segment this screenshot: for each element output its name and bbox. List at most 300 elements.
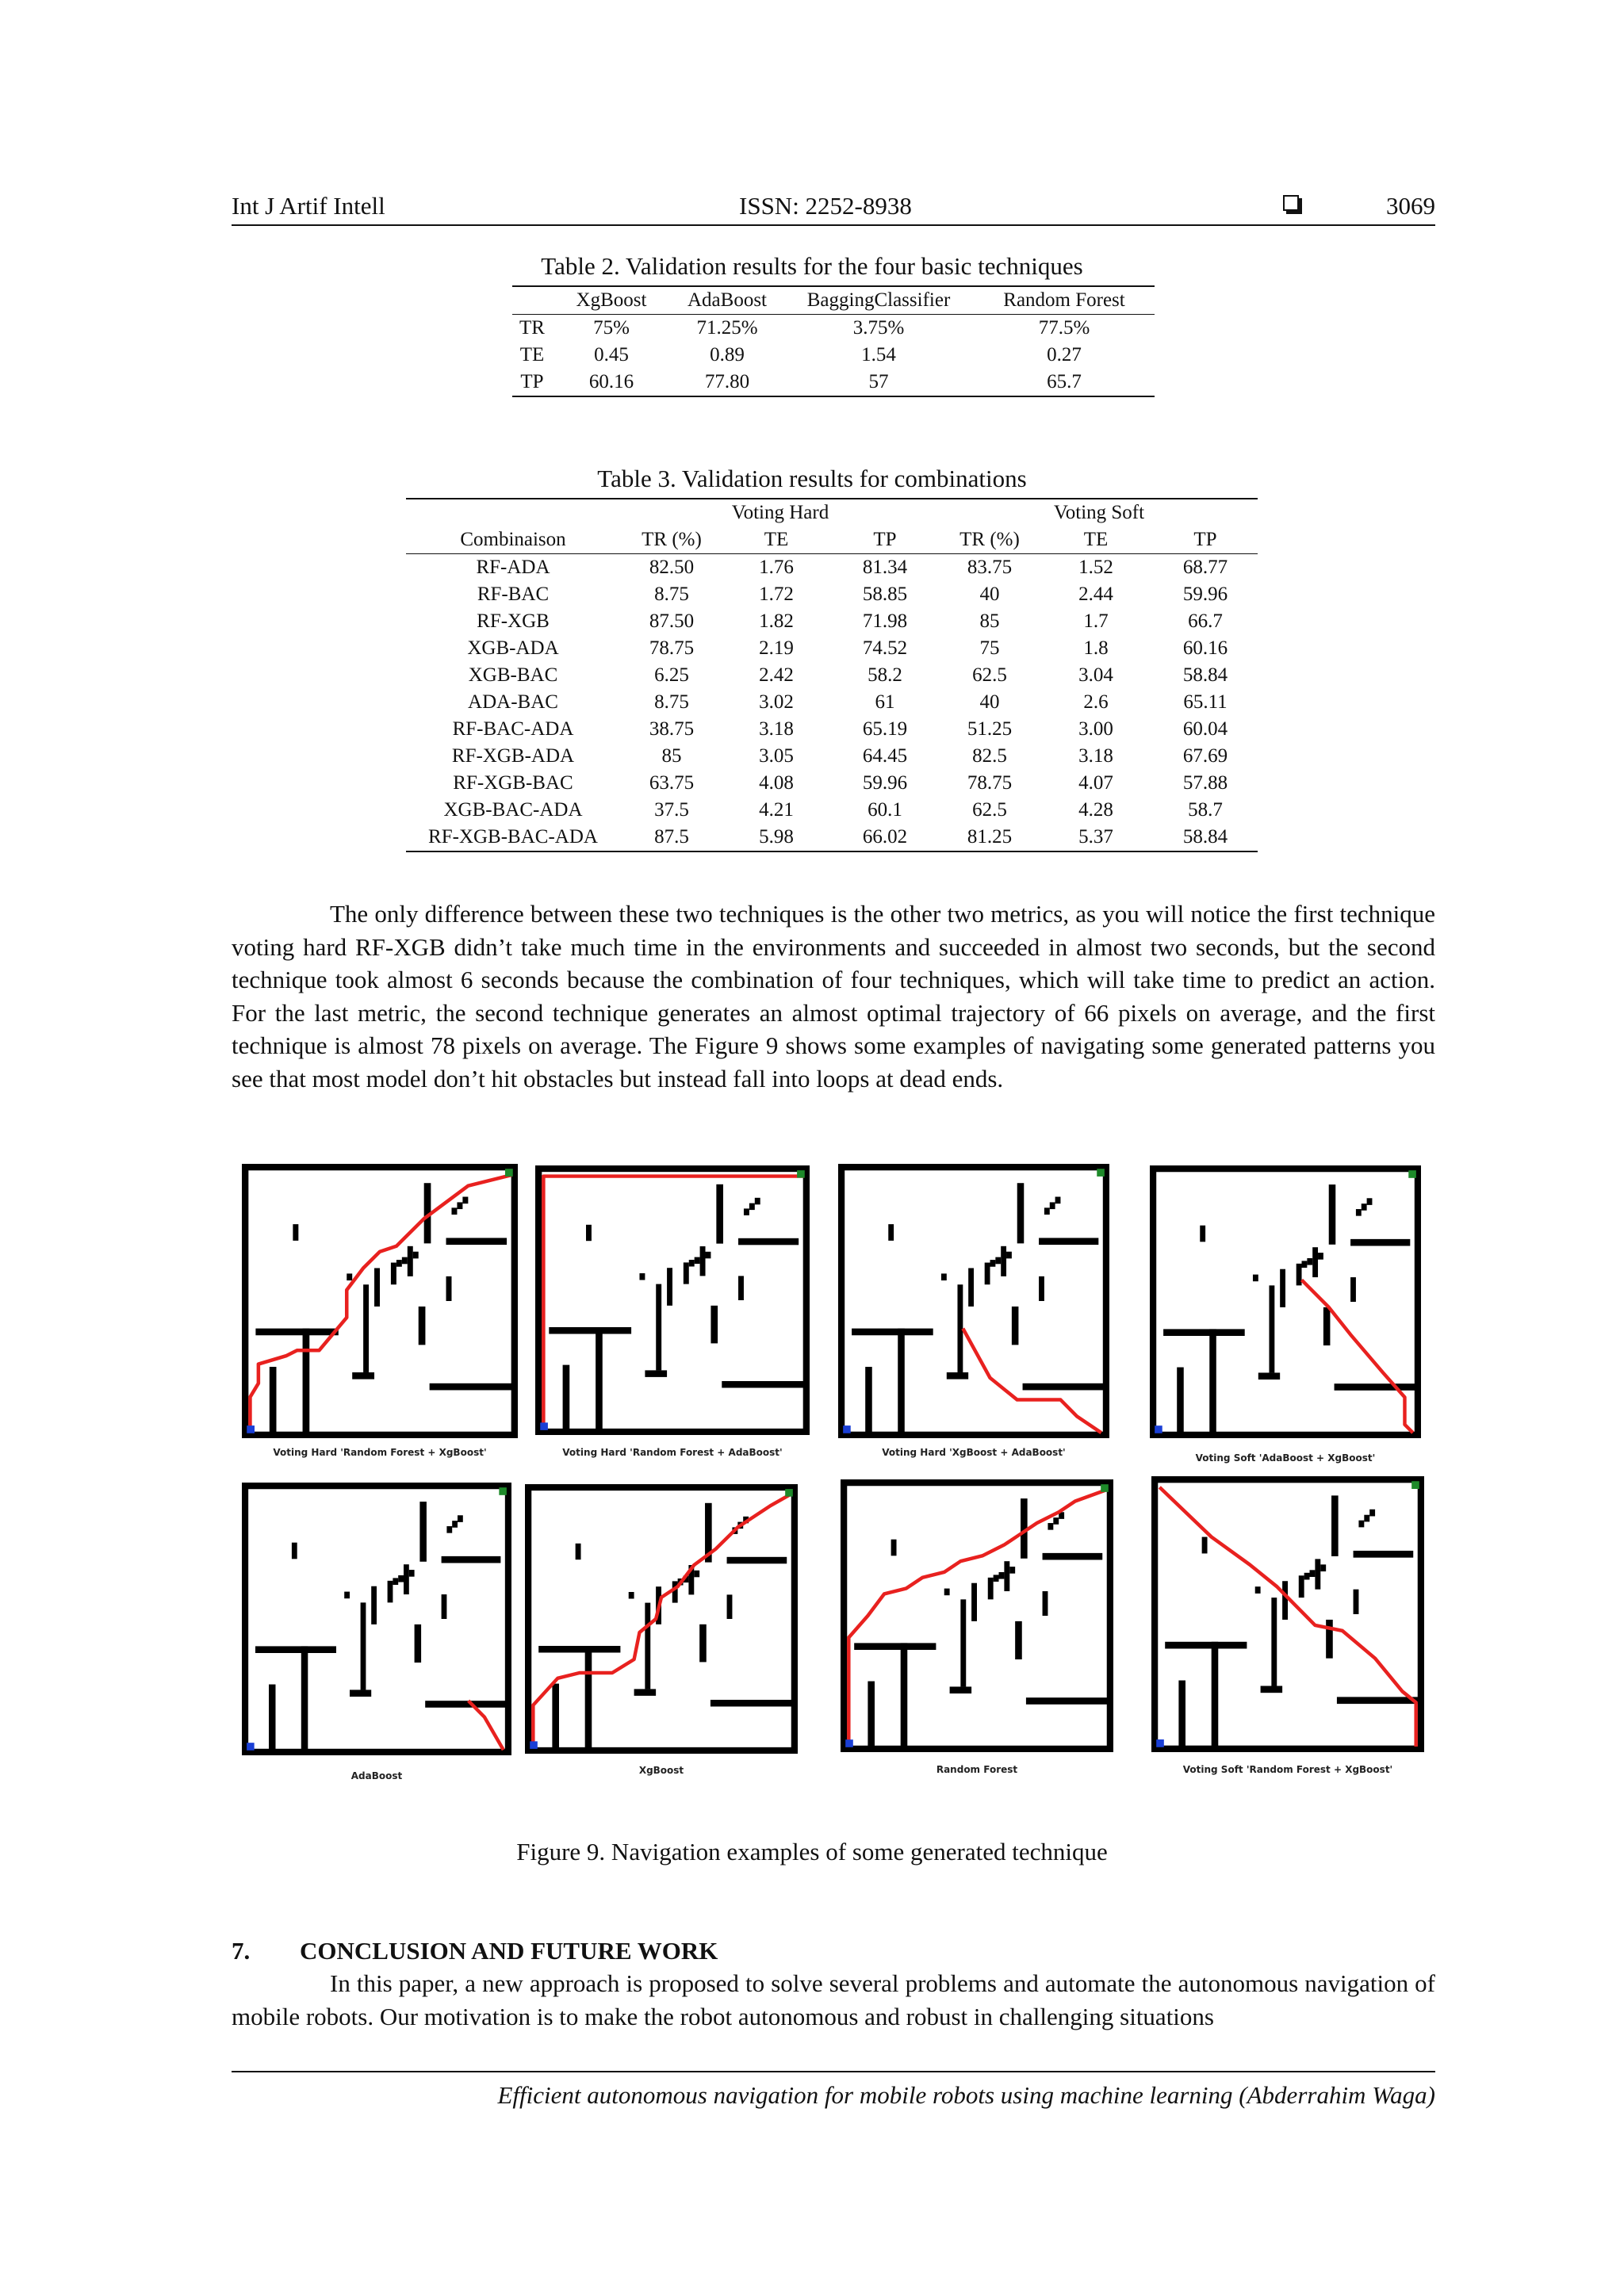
maze-obstacle: [1202, 1537, 1208, 1554]
table3-cell: 2.44: [1078, 584, 1113, 605]
table3-cell: 8.75: [654, 584, 689, 605]
maze-obstacle: [706, 1252, 711, 1259]
panel-label: Random Forest: [936, 1764, 1018, 1775]
table3-cell: 1.8: [1083, 637, 1109, 659]
header-rule: [232, 224, 1435, 226]
table3-cell: 38.75: [649, 718, 695, 740]
table3-cell: 3.18: [759, 718, 794, 740]
maze-obstacle: [689, 1260, 695, 1267]
maze-image: [1150, 1165, 1421, 1438]
maze-obstacle: [990, 1260, 996, 1267]
start-marker: [843, 1425, 851, 1433]
maze-panel: [525, 1484, 798, 1754]
maze-obstacle: [695, 1257, 700, 1265]
conclusion-paragraph: In this paper, a new approach is proposed to solve several problems and automate the autonomous navigation of mobile robots. Our motivation is to make the robot autonomous and robust in challenging situations: [232, 1969, 1435, 2030]
table3-cell: 37.5: [654, 799, 689, 821]
table3-cell: 64.45: [862, 745, 908, 767]
table3-cell: RF-XGB-BAC: [453, 772, 573, 794]
maze-obstacle: [634, 1689, 657, 1696]
maze-obstacle: [1367, 1198, 1373, 1205]
table3-col-header: TE: [1083, 529, 1109, 550]
start-marker: [1156, 1739, 1164, 1747]
panel-label: Voting Hard 'Random Forest + AdaBoost': [562, 1447, 783, 1458]
maze-obstacle: [430, 1383, 518, 1391]
table-row: [512, 315, 1155, 342]
maze-obstacle: [656, 1284, 661, 1371]
maze-obstacle: [865, 1367, 872, 1438]
table3-cell: 5.37: [1039, 824, 1153, 851]
maze-obstacle: [1280, 1269, 1285, 1307]
table3-cell: 60.04: [1182, 718, 1228, 740]
table3-cell: 58.2: [868, 664, 902, 686]
table3-col-header: TP: [1193, 529, 1217, 550]
maze-obstacle: [408, 1246, 413, 1276]
table3-cell: 59.96: [862, 772, 908, 794]
maze-obstacle: [1026, 1697, 1113, 1705]
table-row: [406, 797, 1258, 824]
maze-obstacle: [1312, 1247, 1318, 1277]
maze-obstacle: [744, 1208, 749, 1215]
goal-marker: [1411, 1481, 1419, 1489]
table2-cell: 75%: [552, 315, 671, 342]
table3-cell: 82.50: [620, 554, 723, 582]
table3-group-row: [406, 499, 1258, 526]
table-row: [406, 743, 1258, 770]
maze-obstacle: [1255, 1586, 1261, 1594]
maze-obstacle: [446, 1238, 508, 1245]
panel-label: Voting Soft 'Random Forest + XgBoost': [1182, 1764, 1393, 1775]
table2-cell: TE: [519, 344, 545, 365]
start-marker: [540, 1422, 548, 1430]
table3-caption: Table 3. Validation results for combinations: [597, 465, 1027, 492]
table3-cell: RF-XGB: [477, 610, 550, 632]
maze-obstacle: [710, 1306, 718, 1344]
maze-obstacle: [1329, 1184, 1336, 1245]
running-header: [232, 192, 1435, 225]
maze-image: [841, 1479, 1113, 1752]
maze-obstacle: [1258, 1372, 1280, 1380]
maze-obstacle: [1354, 1590, 1359, 1614]
maze-obstacle: [1326, 1620, 1333, 1659]
table3-cell: 8.75: [654, 691, 689, 713]
maze-obstacle: [947, 1372, 968, 1380]
table3-cell: 2.19: [759, 637, 794, 659]
maze-obstacle: [1023, 1383, 1109, 1391]
table3-cell: 81.34: [829, 554, 940, 582]
table2: [512, 285, 1155, 397]
maze-obstacle: [371, 1586, 377, 1624]
table2-cell: 0.89: [710, 344, 745, 365]
table2-caption: Table 2. Validation results for the four basic techniques: [541, 252, 1083, 280]
maze-obstacle: [645, 1370, 667, 1377]
maze-obstacle: [1302, 1261, 1308, 1268]
maze-obstacle: [1043, 1553, 1103, 1560]
table3-col-header: TE: [764, 529, 789, 550]
maze-obstacle: [419, 1502, 427, 1562]
table3-cell: 6.25: [654, 664, 689, 686]
table3-cell: 87.5: [620, 824, 723, 851]
table3-cell: 61: [875, 691, 895, 713]
maze-obstacle: [1354, 1551, 1414, 1558]
panel-label: AdaBoost: [350, 1770, 403, 1781]
maze-obstacle: [727, 1557, 787, 1564]
table-row: [406, 716, 1258, 743]
maze-obstacle: [596, 1327, 603, 1435]
table3-cell: ADA-BAC: [468, 691, 558, 713]
table3-cell: XGB-BAC-ADA: [443, 799, 583, 821]
table2-cell: 65.7: [974, 369, 1155, 396]
table2-cell: 57: [783, 369, 974, 396]
table3-cell: 62.5: [972, 799, 1007, 821]
table3-cell: 3.04: [1078, 664, 1113, 686]
table3-cell: 74.52: [862, 637, 908, 659]
table3-cell: RF-BAC-ADA: [452, 718, 574, 740]
start-marker: [845, 1739, 853, 1747]
maze-image: [525, 1484, 798, 1754]
maze-obstacle: [1299, 1575, 1304, 1598]
maze-obstacle: [985, 1263, 990, 1285]
maze-obstacle: [1364, 1515, 1369, 1522]
table3-cell: 60.16: [1182, 637, 1228, 659]
table-row: [406, 662, 1258, 689]
maze-obstacle: [1253, 1275, 1258, 1282]
table2-cell: TR: [512, 315, 552, 342]
maze-obstacle: [398, 1575, 404, 1582]
start-marker: [247, 1425, 255, 1433]
maze-obstacle: [667, 1268, 672, 1306]
maze-obstacle: [710, 1700, 798, 1707]
page-number: 3069: [1386, 192, 1435, 220]
maze-obstacle: [1001, 1246, 1006, 1276]
table2-cell: 3.75%: [783, 315, 974, 342]
maze-obstacle: [941, 1273, 947, 1280]
maze-obstacle: [722, 1381, 810, 1388]
maze-obstacle: [352, 1372, 374, 1380]
maze-obstacle: [350, 1689, 371, 1697]
goal-marker: [797, 1170, 805, 1178]
maze-obstacle: [1297, 1264, 1302, 1286]
table3-cell: 59.96: [1182, 584, 1228, 605]
maze-obstacle: [868, 1682, 875, 1752]
maze-panel: [242, 1483, 511, 1755]
goal-marker: [499, 1487, 507, 1495]
maze-obstacle: [1269, 1285, 1274, 1372]
table3-cell: 87.50: [649, 610, 695, 632]
maze-obstacle: [576, 1544, 581, 1559]
maze-obstacle: [404, 1564, 409, 1594]
table3-cell: 78.75: [649, 637, 695, 659]
panel-label: Voting Soft 'AdaBoost + XgBoost': [1195, 1452, 1376, 1464]
maze-obstacle: [1050, 1202, 1055, 1209]
maze-obstacle: [393, 1578, 398, 1585]
table3-cell: 66.7: [1188, 610, 1223, 632]
panel-label: Voting Hard 'Random Forest + XgBoost': [273, 1447, 487, 1458]
table-row: [406, 770, 1258, 797]
maze-obstacle: [971, 1583, 977, 1621]
table3-cell: 58.84: [1182, 664, 1228, 686]
table3-cell: 51.25: [967, 718, 1013, 740]
maze-obstacle: [684, 1262, 689, 1284]
table3-cell: 40: [979, 691, 1000, 713]
maze-obstacle: [694, 1571, 699, 1578]
maze-obstacle: [988, 1578, 994, 1600]
maze-obstacle: [891, 1540, 897, 1556]
table3-cell: 3.18: [1078, 745, 1113, 767]
maze-obstacle: [344, 1592, 350, 1599]
maze-image: [1151, 1476, 1424, 1752]
maze-obstacle: [1356, 1209, 1362, 1216]
maze-obstacle: [852, 1329, 933, 1336]
maze-obstacle: [1178, 1681, 1185, 1752]
table3-cell: RF-ADA: [406, 554, 620, 582]
maze-panel: [838, 1164, 1109, 1438]
maze-obstacle: [1053, 1517, 1059, 1525]
table3-cell: 4.28: [1078, 799, 1113, 821]
maze-obstacle: [446, 1276, 452, 1301]
table3-cell: 65.11: [1183, 691, 1228, 713]
maze-image: [535, 1165, 810, 1435]
maze-obstacle: [442, 1594, 447, 1619]
maze-obstacle: [388, 1581, 393, 1603]
table3-cell: 3.05: [759, 745, 794, 767]
maze-obstacle: [645, 1603, 650, 1689]
table3-cell: RF-BAC: [477, 584, 550, 605]
maze-obstacle: [727, 1594, 733, 1619]
table3-cell: 40: [979, 584, 1000, 605]
table3-cell: 1.72: [759, 584, 794, 605]
maze-obstacle: [738, 1276, 744, 1300]
maze-obstacle: [1012, 1307, 1019, 1345]
table3-cell: 5.98: [723, 824, 829, 851]
table3-cell: 1.7: [1083, 610, 1109, 632]
table3-cell: 4.08: [759, 772, 794, 794]
maze-obstacle: [270, 1367, 277, 1438]
maze-obstacle: [1200, 1226, 1205, 1242]
maze-obstacle: [292, 1543, 297, 1559]
maze-obstacle: [452, 1521, 458, 1528]
table3-cell: 1.52: [1039, 554, 1153, 582]
maze-obstacle: [901, 1643, 908, 1752]
maze-obstacle: [1039, 1276, 1044, 1301]
maze-obstacle: [347, 1273, 352, 1280]
maze-panel: [841, 1479, 1113, 1752]
maze-obstacle: [629, 1592, 634, 1599]
table2-header-row: [512, 286, 1155, 315]
table3-cell: 4.07: [1078, 772, 1113, 794]
maze-obstacle: [361, 1602, 366, 1689]
maze-obstacle: [1177, 1368, 1184, 1438]
maze-obstacle: [552, 1684, 559, 1754]
maze-obstacle: [699, 1624, 707, 1663]
table3-cell: 67.69: [1182, 745, 1228, 767]
table2-cell: 0.27: [1047, 344, 1082, 365]
maze-obstacle: [419, 1307, 426, 1345]
table2-col-header: AdaBoost: [671, 286, 783, 315]
box-icon: [1283, 195, 1299, 211]
footer-rule: [232, 2071, 1435, 2072]
maze-obstacle: [1165, 1642, 1247, 1649]
maze-obstacle: [1004, 1561, 1009, 1591]
maze-obstacle: [451, 1207, 457, 1215]
maze-obstacle: [749, 1203, 755, 1211]
maze-obstacle: [1350, 1277, 1356, 1302]
table-row: [512, 342, 1155, 369]
maze-obstacle: [898, 1329, 905, 1438]
maze-obstacle: [1163, 1329, 1245, 1336]
maze-panel: [1151, 1476, 1424, 1752]
maze-panel: [535, 1165, 810, 1435]
table-row: [406, 554, 1258, 582]
section-number: 7.: [232, 1937, 251, 1965]
table2-col-header: XgBoost: [552, 286, 671, 315]
maze-obstacle: [538, 1646, 620, 1653]
table2-col-header: [512, 286, 552, 315]
maze-obstacle: [457, 1202, 462, 1209]
table3-cell: 63.75: [649, 772, 695, 794]
table3-cell: 65.19: [862, 718, 908, 740]
table-row: [406, 689, 1258, 716]
table3-cell: 3.02: [759, 691, 794, 713]
maze-obstacle: [1009, 1567, 1015, 1574]
maze-obstacle: [968, 1268, 974, 1306]
maze-obstacle: [888, 1224, 894, 1241]
table2-cell: 60.16: [552, 369, 671, 396]
maze-obstacle: [1362, 1203, 1367, 1211]
maze-obstacle: [672, 1581, 678, 1602]
maze-obstacle: [458, 1515, 463, 1522]
maze-obstacle: [639, 1273, 645, 1280]
table2-col-header: Random Forest: [974, 286, 1155, 315]
maze-obstacle: [363, 1284, 369, 1372]
table3-cell: 2.6: [1083, 691, 1109, 713]
maze-obstacle: [255, 1329, 338, 1336]
maze-obstacle: [1315, 1559, 1320, 1589]
start-marker: [530, 1741, 538, 1749]
maze-obstacle: [1310, 1570, 1316, 1577]
maze-image: [838, 1164, 1109, 1438]
maze-obstacle: [396, 1260, 402, 1267]
table3-header-row: [406, 526, 1258, 554]
table3-cell: 1.76: [723, 554, 829, 582]
maze-obstacle: [374, 1268, 380, 1306]
maze-obstacle: [1271, 1598, 1277, 1686]
maze-obstacle: [1282, 1581, 1288, 1620]
maze-obstacle: [269, 1685, 276, 1755]
table3-col-header: TP: [873, 529, 897, 550]
maze-obstacle: [549, 1327, 631, 1334]
table3-col-header: Combinaison: [460, 529, 566, 550]
maze-obstacle: [1358, 1521, 1364, 1528]
maze-obstacle: [1335, 1383, 1421, 1391]
table3-cell: 58.85: [862, 584, 908, 605]
maze-obstacle: [402, 1257, 408, 1265]
maze-panel: [242, 1164, 518, 1438]
table2-cell: TP: [512, 369, 552, 396]
maze-obstacle: [1043, 1591, 1048, 1616]
maze-obstacle: [950, 1686, 972, 1693]
maze-obstacle: [462, 1197, 468, 1204]
table2-cell: 77.80: [671, 369, 783, 396]
panel-label: XgBoost: [638, 1765, 684, 1776]
maze-obstacle: [1307, 1258, 1312, 1265]
journal-name: Int J Artif Intell: [232, 192, 385, 220]
maze-obstacle: [293, 1224, 298, 1241]
group-voting-soft: Voting Soft: [940, 499, 1258, 526]
goal-marker: [1097, 1169, 1105, 1177]
table3-cell: XGB-ADA: [467, 637, 559, 659]
section-title: CONCLUSION AND FUTURE WORK: [300, 1937, 718, 1965]
maze-obstacle: [586, 1225, 592, 1241]
table3-cell: 68.77: [1153, 554, 1258, 582]
goal-marker: [785, 1489, 793, 1497]
maze-obstacle: [1209, 1329, 1216, 1438]
maze-obstacle: [1015, 1621, 1022, 1659]
body-paragraph: The only difference between these two techniques is the other two metrics, as you will notice the first technique voting hard RF-XGB didn’t take much time in the environments and succeeded in almost two seconds, but the second technique took almost 6 seconds because the combination of four techniques, which will take time to predict an action. For the last metric, the second technique generates an almost optimal trajectory of 66 pixels on average, and the first technique is almost 78 pixels on average. The Figure 9 shows some examples of navigating some generated patterns you see that most model don’t hit obstacles but instead fall into loops at dead ends.: [232, 900, 1435, 1093]
table3-cell: 1.82: [759, 610, 794, 632]
table2-cell: 77.5%: [974, 315, 1155, 342]
maze-obstacle: [944, 1589, 950, 1596]
maze-obstacle: [1048, 1523, 1053, 1530]
table3-cell: 62.5: [972, 664, 1007, 686]
maze-obstacle: [738, 1238, 799, 1246]
maze-obstacle: [255, 1646, 336, 1653]
maze-obstacle: [563, 1365, 570, 1435]
maze-obstacle: [1350, 1239, 1410, 1246]
table3-cell: RF-XGB-BAC-ADA: [406, 824, 620, 851]
start-marker: [1155, 1425, 1162, 1433]
maze-obstacle: [716, 1184, 723, 1244]
maze-obstacle: [995, 1257, 1001, 1265]
table3-cell: RF-XGB-ADA: [451, 745, 575, 767]
maze-obstacle: [999, 1572, 1005, 1579]
table2-cell: 1.54: [861, 344, 896, 365]
issn: ISSN: 2252-8938: [739, 192, 912, 220]
maze-obstacle: [854, 1643, 936, 1650]
maze-obstacle: [1369, 1510, 1375, 1517]
table3-cell: 58.7: [1188, 799, 1223, 821]
maze-image: [242, 1483, 511, 1755]
table3-cell: 4.21: [759, 799, 794, 821]
start-marker: [247, 1743, 255, 1751]
maze-obstacle: [960, 1599, 966, 1686]
maze-obstacle: [1320, 1564, 1326, 1571]
maze-obstacle: [415, 1624, 422, 1663]
table3-cell: XGB-BAC: [468, 664, 558, 686]
table3-col-header: TR (%): [642, 529, 702, 550]
table3-cell: 81.25: [940, 824, 1039, 851]
table2-cell: 71.25%: [671, 315, 783, 342]
maze-obstacle: [957, 1284, 963, 1372]
maze-obstacle: [1261, 1686, 1283, 1693]
table3-cell: 3.00: [1078, 718, 1113, 740]
table3-cell: 2.42: [759, 664, 794, 686]
maze-obstacle: [994, 1575, 999, 1582]
maze-obstacle: [585, 1646, 592, 1754]
table3-cell: 57.88: [1182, 772, 1228, 794]
table3-col-header: TR (%): [959, 529, 1020, 550]
maze-obstacle: [1044, 1207, 1050, 1215]
table3-cell: 60.1: [868, 799, 902, 821]
table3: [406, 498, 1258, 852]
maze-obstacle: [442, 1556, 501, 1563]
table3-cell: 82.5: [972, 745, 1007, 767]
table3-cell: 78.75: [967, 772, 1013, 794]
maze-obstacle: [755, 1198, 760, 1205]
maze-obstacle: [409, 1570, 415, 1577]
goal-marker: [505, 1169, 513, 1177]
maze-obstacle: [1323, 1307, 1331, 1345]
maze-obstacle: [1212, 1642, 1219, 1752]
